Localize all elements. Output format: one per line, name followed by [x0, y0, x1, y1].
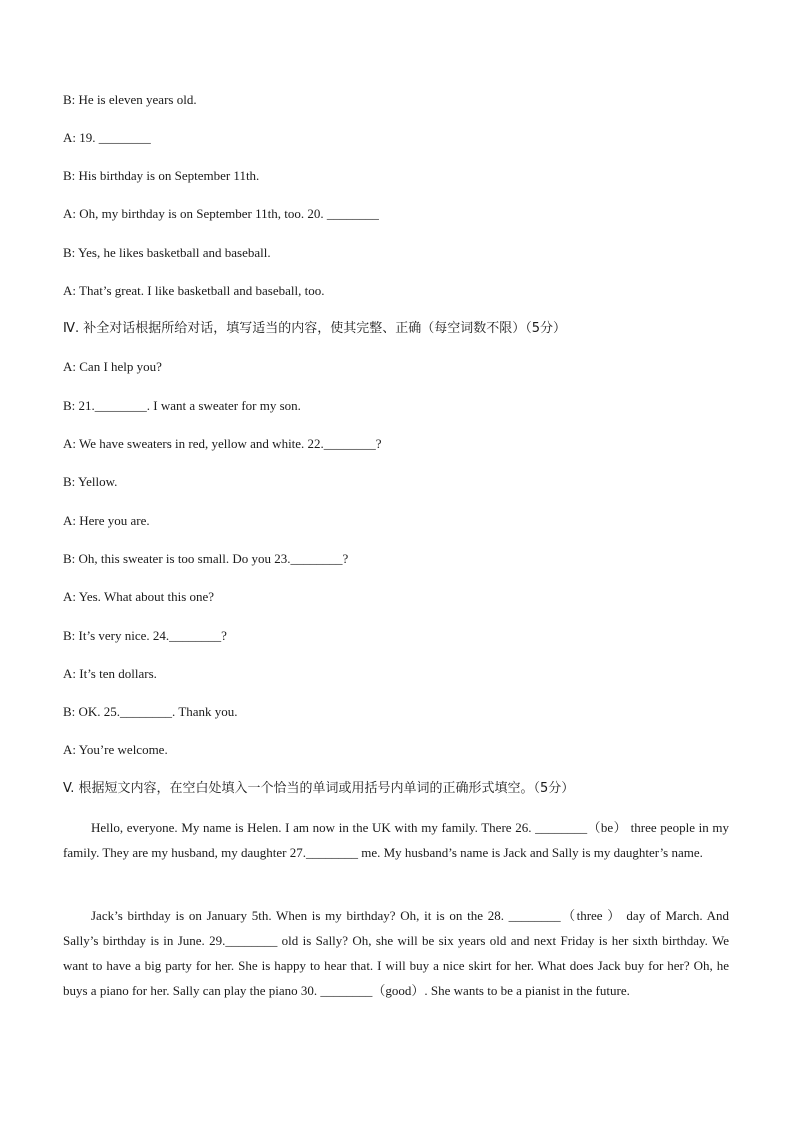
dialogue-line: A: It’s ten dollars. — [63, 666, 157, 681]
section-heading: Ⅳ. 补全对话根据所给对话，填写适当的内容，使其完整、正确（每空词数不限）（5分） — [63, 321, 567, 336]
dialogue-line: A: Can I help you? — [63, 359, 162, 374]
dialogue-line: A: You’re welcome. — [63, 742, 168, 757]
dialogue-line: B: It’s very nice. 24.________? — [63, 628, 227, 643]
passage-paragraph: Hello, everyone. My name is Helen. I am now in the UK with my family. There 26. ________（be） three people in my family. They are my husband, my daughter 27.________ me. My husband’s name is Jack and Sally is my daughter’s name. — [63, 820, 729, 860]
passage-paragraph: Jack’s birthday is on January 5th. When is my birthday? Oh, it is on the 28. ________（three ） day of March. And Sally’s birthday is in June. 29.________ old is Sally? Oh, she will be six years old and next Friday is her sixth birthday. We want to have a big party for her. She is happy to hear that. I will buy a nice skirt for her. What does Jack buy for her? Oh, he buys a piano for her. Sally can play the piano 30. ________（good）. She wants to be a pianist in the future. — [63, 908, 729, 998]
dialogue-line: B: Yellow. — [63, 474, 118, 489]
dialogue-line: B: Yes, he likes basketball and baseball. — [63, 245, 271, 260]
dialogue-line: B: Oh, this sweater is too small. Do you 23.________? — [63, 551, 349, 566]
dialogue-line: B: He is eleven years old. — [63, 92, 197, 107]
dialogue-line: B: His birthday is on September 11th. — [63, 168, 260, 183]
dialogue-line: A: 19. ________ — [63, 130, 151, 145]
dialogue-line: A: Oh, my birthday is on September 11th, too. 20. ________ — [63, 206, 379, 221]
dialogue-line: B: OK. 25.________. Thank you. — [63, 704, 238, 719]
section-heading: V. 根据短文内容，在空白处填入一个恰当的单词或用括号内单词的正确形式填空。（5分） — [63, 781, 575, 796]
dialogue-line: A: Here you are. — [63, 513, 150, 528]
dialogue-line: A: That’s great. I like basketball and baseball, too. — [63, 283, 325, 298]
dialogue-line: A: Yes. What about this one? — [63, 589, 215, 604]
dialogue-line: B: 21.________. I want a sweater for my son. — [63, 398, 301, 413]
dialogue-line: A: We have sweaters in red, yellow and white. 22.________? — [63, 436, 382, 451]
